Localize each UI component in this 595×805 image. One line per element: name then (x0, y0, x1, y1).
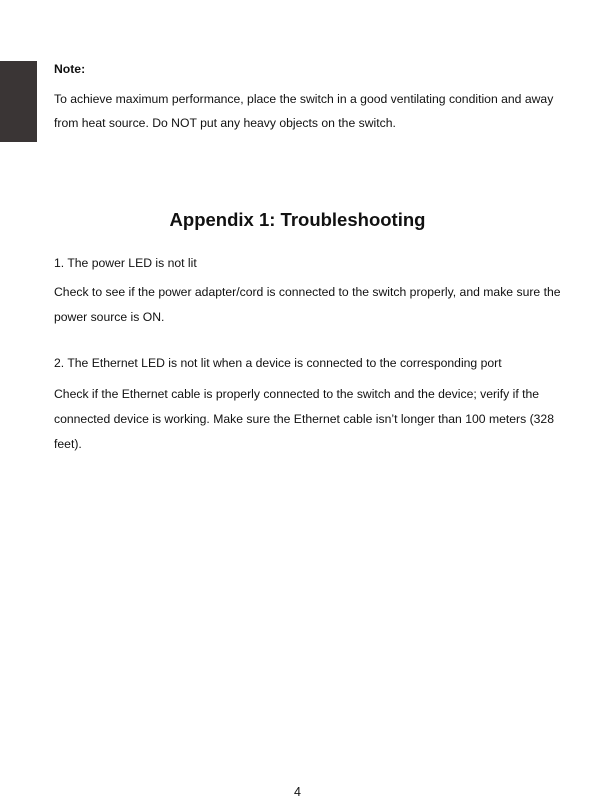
troubleshooting-item-text-line: Check if the Ethernet cable is properly connected to the switch and the device; verify if the (54, 387, 540, 401)
troubleshooting-item-text-line: power source is ON. (54, 310, 165, 324)
note-text-line: from heat source. Do NOT put any heavy objects on the switch. (54, 116, 396, 130)
troubleshooting-item-title: 2. The Ethernet LED is not lit when a device is connected to the corresponding port (54, 356, 502, 370)
troubleshooting-item-title: 1. The power LED is not lit (54, 256, 197, 270)
note-text-line: To achieve maximum performance, place the switch in a good ventilating condition and away (54, 92, 554, 106)
troubleshooting-item-text-line: feet). (54, 437, 82, 451)
side-tab-marker (0, 61, 37, 142)
page-number: 4 (294, 785, 301, 799)
appendix-title: Appendix 1: Troubleshooting (169, 209, 426, 230)
note-label: Note: (54, 62, 86, 76)
troubleshooting-item-text-line: connected device is working. Make sure the Ethernet cable isn’t longer than 100 meters (328 (54, 412, 554, 426)
troubleshooting-item-text-line: Check to see if the power adapter/cord is connected to the switch properly, and make sure the (54, 285, 561, 299)
